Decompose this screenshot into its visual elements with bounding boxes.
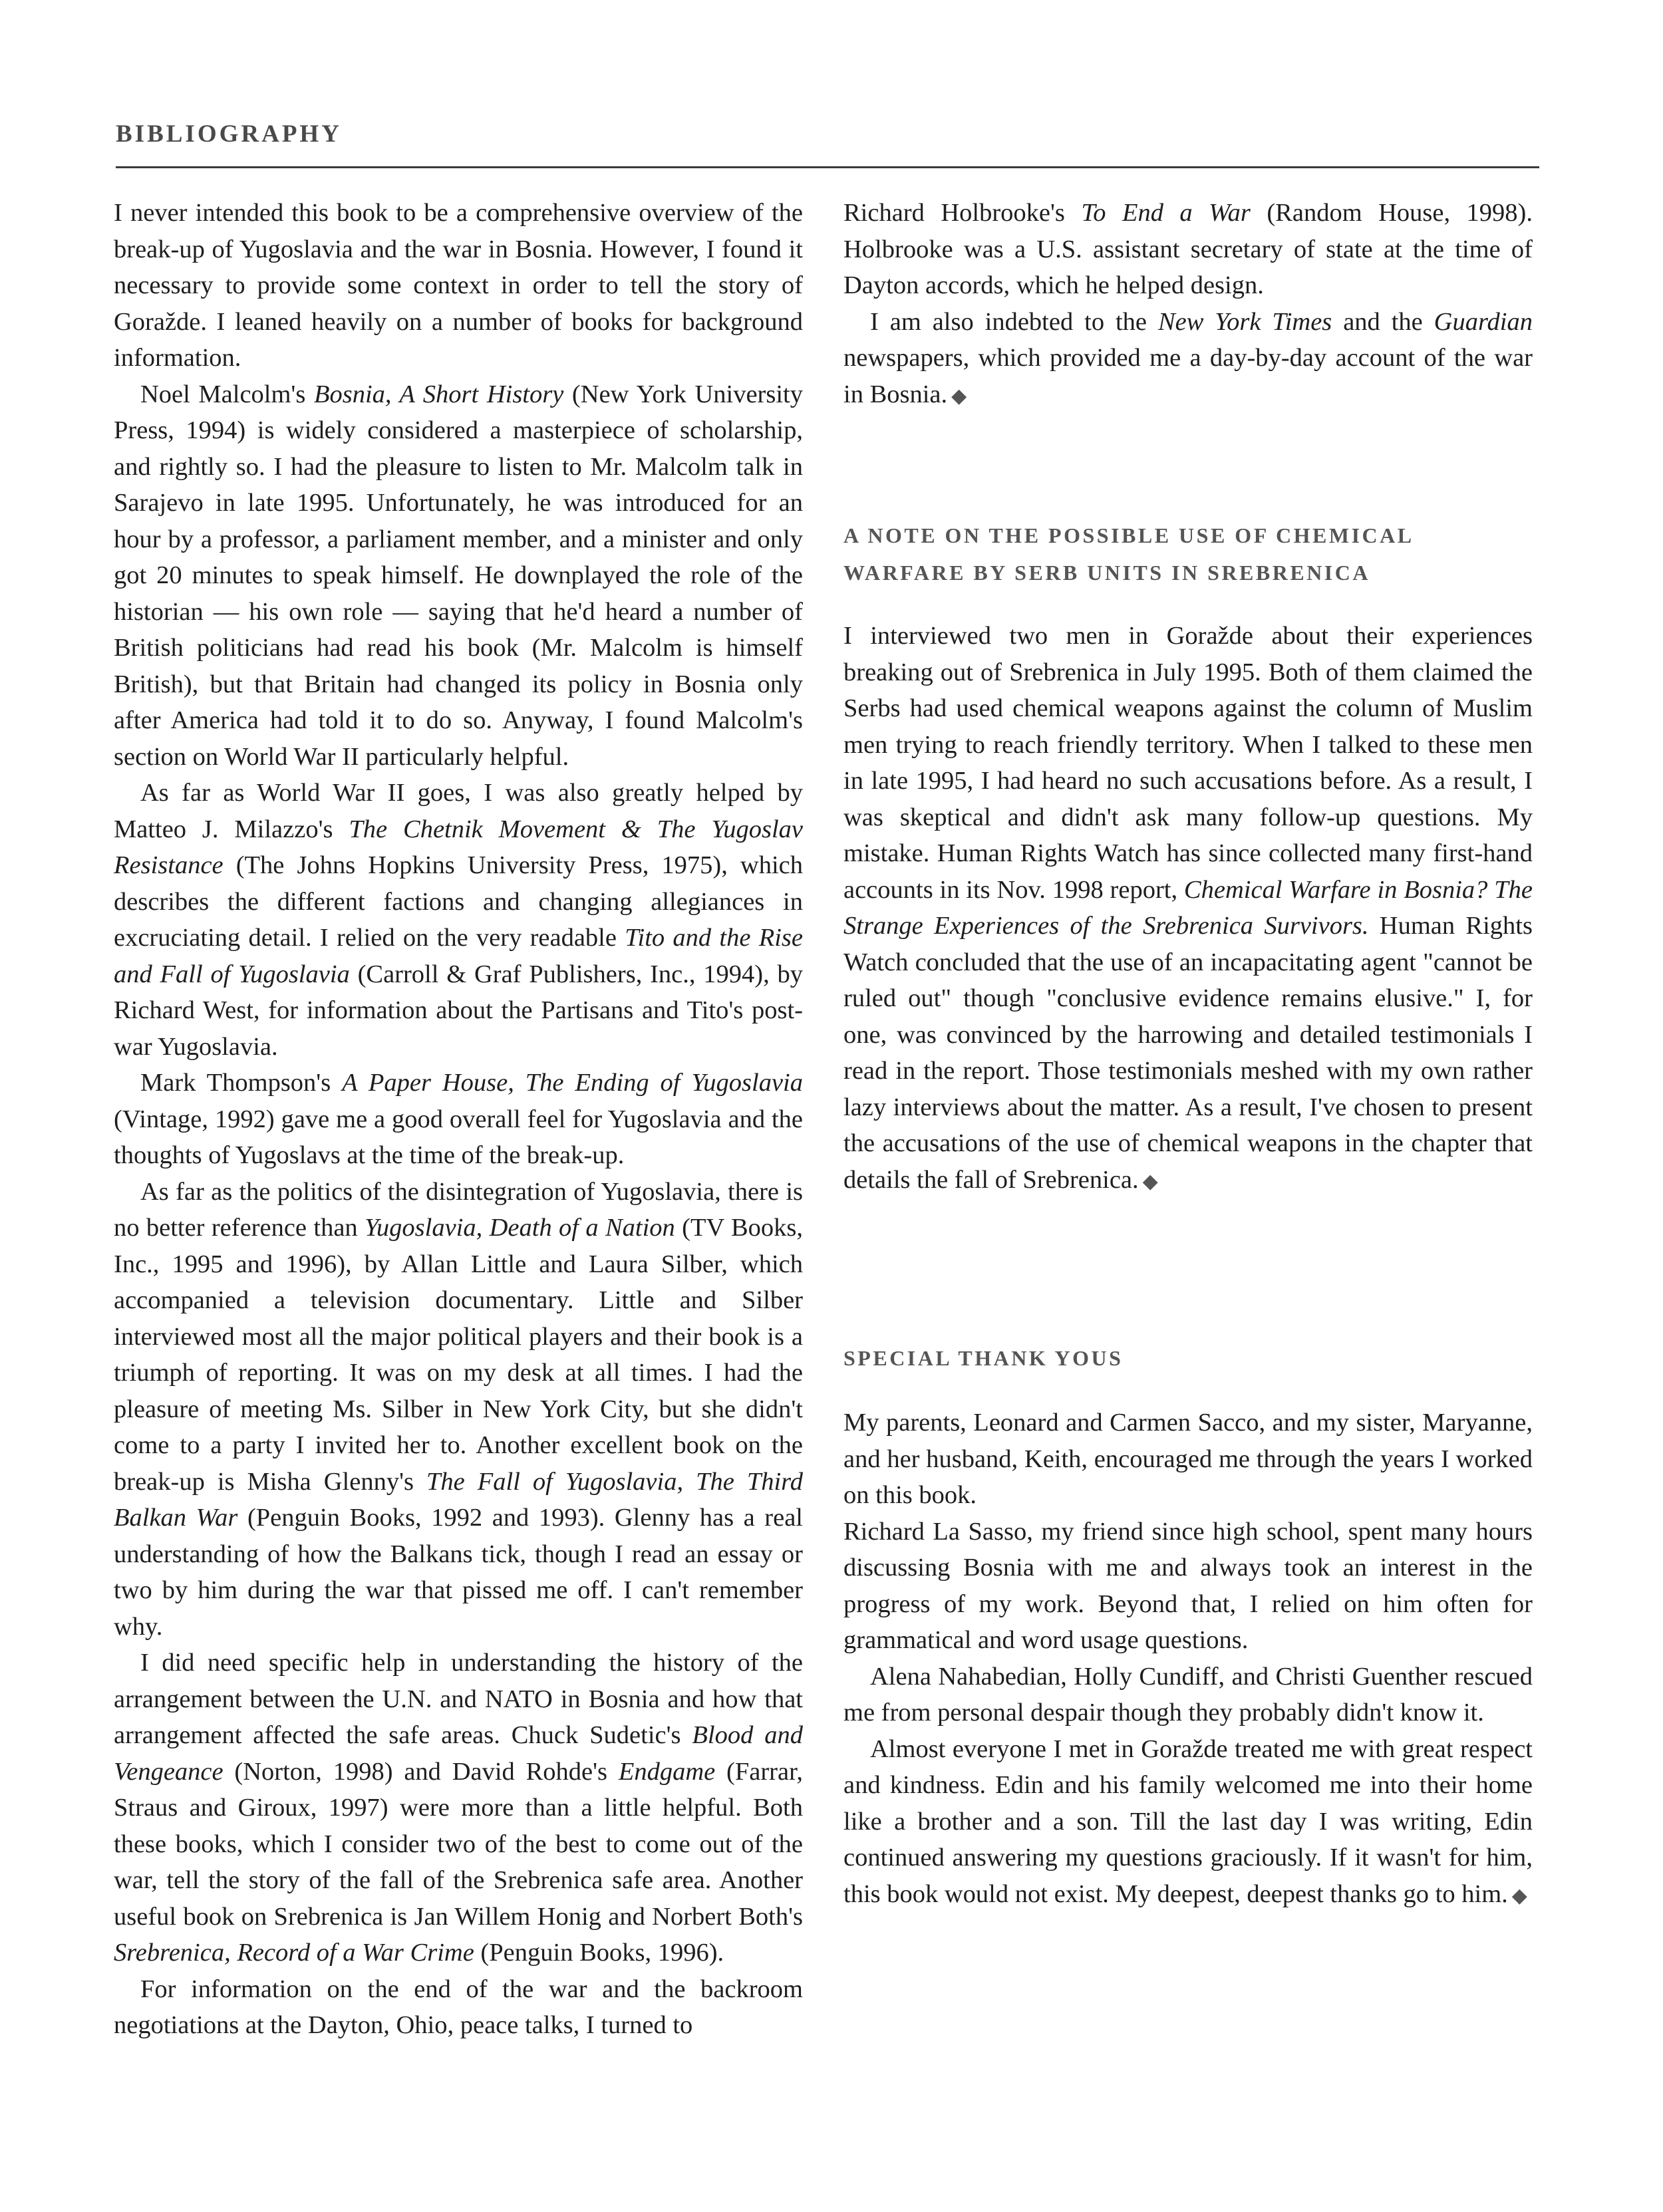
newspaper-title: New York Times [1157, 307, 1332, 336]
paragraph-thanks-gorazde: Almost everyone I met in Goražde treated me with great respect and kindness. Edin and his family welcomed me into their home like a brother and a son. Till the last day I was writing, Edin continued answering my questions graciously. If it wasn't for him, this book would not exist. My deepest, deepest thanks go to him. ◆ [843, 1734, 1533, 1908]
book-title: To End a War [1081, 199, 1251, 227]
book-title: Srebrenica, Record of a War Crime [114, 1939, 474, 1967]
book-title: A Paper House, The Ending of Yugoslavia [342, 1069, 804, 1097]
paragraph-chemical-warfare: I interviewed two men in Goražde about their experiences breaking out of Srebrenica in July 1995. Both of them claimed the Serbs had used chemical weapons against the column of Muslim men trying to reach friendly territory. When I talked to these men in late 1995, I had heard no such accusations before. As a result, I was skeptical and didn't ask many follow-up questions. My mistake. Human Rights Watch has since collected many first-hand accounts in its Nov. 1998 report, Chemical Warfare in Bosnia? The Strange Experiences of the Srebrenica Survivors. Human Rights Watch concluded that the use of an incapacitating agent "cannot be ruled out" though "conclusive evidence remains elusive." I, for one, was convinced by the harrowing and detailed testimonials I read in the report. Those testimonials meshed with my own rather lazy interviews about the matter. As a result, I've chosen to present the accusations of the use of chemical weapons in the chapter that details the fall of Srebrenica. ◆ [843, 622, 1533, 1194]
newspaper-title: Guardian [1434, 307, 1533, 336]
right-column [843, 195, 1533, 1914]
paragraph-intro: I never intended this book to be a comprehensive overview of the break-up of Yugoslavia and the war in Bosnia. However, I found it necessary to provide some context in order to tell the story of Goražde. I leaned heavily on a number of books for background information. [114, 199, 803, 372]
section-heading-chemical-warfare: A NOTE ON THE POSSIBLE USE OF CHEMICAL WARFARE BY SERB UNITS IN SREBRENICA [843, 523, 1413, 585]
book-title: Yugoslavia, Death of a Nation [365, 1214, 675, 1242]
paragraph-thompson: Mark Thompson's A Paper House, The Ending of Yugoslavia (Vintage, 1992) gave me a good overall feel for Yugoslavia and the thoughts of Yugoslavs at the time of the break-up. [114, 1069, 804, 1169]
book-title: Blood and Vengeance [114, 1721, 803, 1786]
paragraph-thanks-la-sasso: Richard La Sasso, my friend since high school, spent many hours discussing Bosnia with me and always took an interest in the progress of my work. Beyond that, I relied on him often for grammatical and word usage questions. [843, 1517, 1533, 1654]
paragraph-thanks-friends: Alena Nahabedian, Holly Cundiff, and Christi Guenther rescued me from personal despair though they probably didn't know it. [843, 1662, 1533, 1727]
diamond-end-icon: ◆ [1142, 1170, 1158, 1192]
report-title: Chemical Warfare in Bosnia? The Strange Experiences of the Srebrenica Survivors. [843, 875, 1533, 940]
left-column [114, 195, 803, 2044]
page-title: BIBLIOGRAPHY [116, 120, 342, 148]
paragraph-newspapers: I am also indebted to the New York Times and the Guardian newspapers, which provided me a day-by-day account of the war in Bosnia. ◆ [843, 307, 1533, 408]
book-title: The Fall of Yugoslavia, The Third Balkan War [114, 1467, 803, 1532]
diamond-end-icon: ◆ [951, 384, 967, 407]
paragraph-world-war-ii: As far as World War II goes, I was also greatly helped by Matteo J. Milazzo's The Chetnik Movement & The Yugoslav Resistance (The Johns Hopkins University Press, 1975), which describes the different factions and changing allegiances in excruciating detail. I relied on the very readable Tito and the Rise and Fall of Yugoslavia (Carroll & Graf Publishers, Inc., 1994), by Richard West, for information about the Partisans and Tito's post-war Yugoslavia. [114, 779, 804, 1061]
paragraph-malcolm: Noel Malcolm's Bosnia, A Short History (New York University Press, 1994) is widely considered a masterpiece of scholarship, and rightly so. I had the pleasure to listen to Mr. Malcolm talk in Sarajevo in late 1995. Unfortunately, he was introduced for an hour by a professor, a parliament member, and a minister and only got 20 minutes to speak himself. He downplayed the role of the historian — his own role — saying that he'd heard a number of British politicians had read his book (Mr. Malcolm is himself British), but that Britain had changed its policy in Bosnia only after America had told it to do so. Anyway, I found Malcolm's section on World War II particularly helpful. [114, 380, 803, 771]
section-heading-special-thank-yous: SPECIAL THANK YOUS [843, 1346, 1124, 1370]
paragraph-thanks-family: My parents, Leonard and Carmen Sacco, and my sister, Maryanne, and her husband, Keith, encouraged me through the years I worked on this book. [843, 1409, 1533, 1509]
paragraph-dayton: For information on the end of the war and the backroom negotiations at the Dayton, Ohio, peace talks, I turned to [114, 1975, 803, 2039]
paragraph-safe-areas: I did need specific help in understanding the history of the arrangement between the U.N. and NATO in Bosnia and how that arrangement affected the safe areas. Chuck Sudetic's Blood and Vengeance (Norton, 1998) and David Rohde's Endgame (Farrar, Straus and Giroux, 1997) were more than a little helpful. Both these books, which I consider two of the best to come out of the war, tell the story of the fall of the Srebrenica safe area. Another useful book on Srebrenica is Jan Willem Honig and Norbert Both's Srebrenica, Record of a War Crime (Penguin Books, 1996). [114, 1649, 803, 1967]
book-title: Endgame [618, 1757, 716, 1786]
page-header [116, 116, 1539, 168]
diamond-end-icon: ◆ [1511, 1884, 1527, 1907]
book-title: The Chetnik Movement & The Yugoslav Resistance [114, 815, 803, 879]
book-title: Bosnia, A Short History [313, 380, 564, 408]
book-title: Tito and the Rise and Fall of Yugoslavia [114, 924, 804, 988]
paragraph-politics: As far as the politics of the disintegration of Yugoslavia, there is no better reference than Yugoslavia, Death of a Nation (TV Books, Inc., 1995 and 1996), by Allan Little and Laura Silber, which accompanied a television documentary. Little and Silber interviewed most all the major political players and their book is a triumph of reporting. It was on my desk at all times. I had the pleasure of meeting Ms. Silber in New York City, but she didn't come to a party I invited her to. Another excellent book on the break-up is Misha Glenny's The Fall of Yugoslavia, The Third Balkan War (Penguin Books, 1992 and 1993). Glenny has a real understanding of how the Balkans tick, though I read an essay or two by him during the war that pissed me off. I can't remember why. [114, 1177, 804, 1641]
paragraph-holbrooke: Richard Holbrooke's To End a War (Random House, 1998). Holbrooke was a U.S. assistant secretary of state at the time of Dayton accords, which he helped design. [843, 199, 1533, 299]
